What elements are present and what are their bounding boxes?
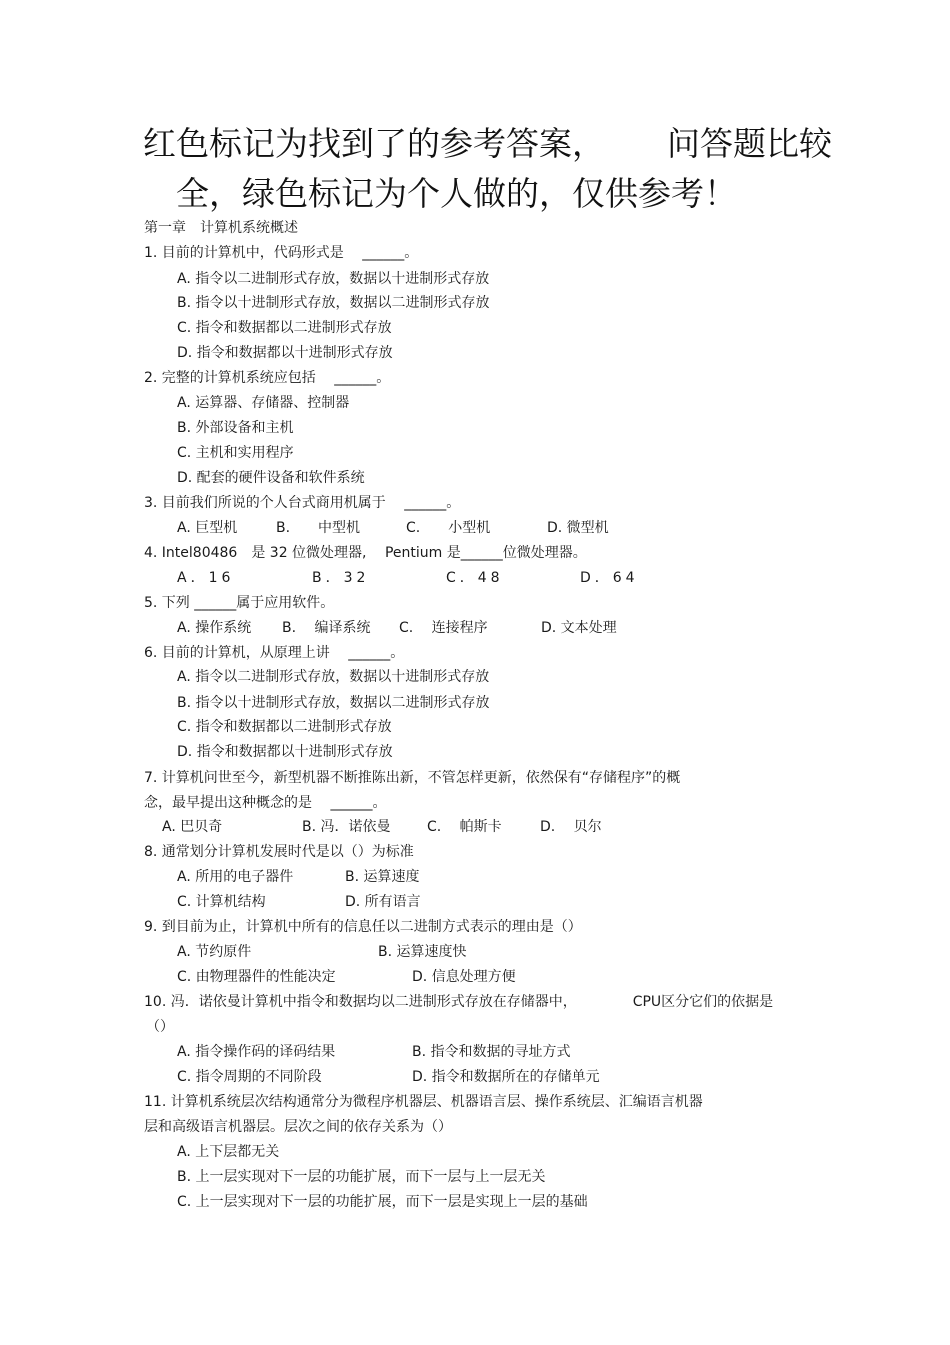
- question-6-option-d: D. 指令和数据都以十进制形式存放: [177, 744, 393, 760]
- question-11-option-c: C. 上一层实现对下一层的功能扩展，而下一层是实现上一层的基础: [177, 1194, 588, 1210]
- question-5-option-b: B. 编译系统: [282, 620, 371, 636]
- question-1-option-a: A. 指令以二进制形式存放，数据以十进制形式存放: [177, 271, 490, 287]
- question-11-stem-line2: 层和高级语言机器层。层次之间的依存关系为（）: [144, 1119, 452, 1135]
- question-1-option-c: C. 指令和数据都以二进制形式存放: [177, 320, 392, 336]
- question-7-option-a: A. 巴贝奇: [162, 819, 223, 835]
- question-3-option-c: C. 小型机: [406, 520, 491, 536]
- question-10-option-d: D. 指令和数据所在的存储单元: [412, 1069, 600, 1085]
- question-9-option-b: B. 运算速度快: [378, 944, 467, 960]
- title-part-b: 问答题比较: [667, 124, 832, 163]
- question-10-option-b: B. 指令和数据的寻址方式: [412, 1044, 571, 1060]
- question-10-option-a: A. 指令操作码的译码结果: [177, 1044, 336, 1060]
- question-6-option-c: C. 指令和数据都以二进制形式存放: [177, 719, 392, 735]
- question-10-stem-part-b: CPU区分它们的依据是: [632, 994, 774, 1010]
- question-9-option-a: A. 节约原件: [177, 944, 252, 960]
- question-1-option-d: D. 指令和数据都以十进制形式存放: [177, 345, 393, 361]
- question-4-option-c: C．48: [446, 570, 504, 586]
- question-10-stem-line2: （）: [146, 1019, 174, 1035]
- question-9-option-d: D. 信息处理方便: [412, 969, 516, 985]
- question-2-option-c: C. 主机和实用程序: [177, 445, 294, 461]
- question-3-option-d: D. 微型机: [547, 520, 609, 536]
- question-2-stem: 2. 完整的计算机系统应包括 ______。: [144, 370, 391, 386]
- question-7-stem-line1: 7. 计算机问世至今，新型机器不断推陈出新，不管怎样更新，依然保有“存储程序”的概: [144, 770, 681, 786]
- question-10-option-c: C. 指令周期的不同阶段: [177, 1069, 322, 1085]
- question-8-option-c: C. 计算机结构: [177, 894, 266, 910]
- question-10-stem-line1: [144, 993, 773, 1011]
- question-6-stem: 6. 目前的计算机，从原理上讲 ______。: [144, 645, 405, 661]
- question-3-option-a: A. 巨型机: [177, 520, 238, 536]
- question-8-stem: 8. 通常划分计算机发展时代是以（）为标准: [144, 844, 414, 860]
- question-5-option-c: C. 连接程序: [399, 620, 488, 636]
- question-4-option-b: B．32: [312, 570, 370, 586]
- question-5-option-d: D. 文本处理: [541, 620, 617, 636]
- question-6-option-b: B. 指令以十进制形式存放，数据以二进制形式存放: [177, 695, 490, 711]
- question-9-option-c: C. 由物理器件的性能决定: [177, 969, 336, 985]
- title-part-a: 红色标记为找到了的参考答案，: [143, 124, 605, 163]
- question-11-option-b: B. 上一层实现对下一层的功能扩展，而下一层与上一层无关: [177, 1169, 546, 1185]
- question-2-option-b: B. 外部设备和主机: [177, 420, 294, 436]
- question-2-option-a: A. 运算器、存储器、控制器: [177, 395, 350, 411]
- question-5-option-a: A. 操作系统: [177, 620, 252, 636]
- question-7-option-b: B. 冯．诺依曼: [302, 819, 391, 835]
- chapter-heading: 第一章 计算机系统概述: [144, 220, 298, 236]
- question-7-option-d: D. 贝尔: [540, 819, 602, 835]
- question-4-stem: 4. Intel80486 是 32 位微处理器, Pentium 是______位微处理器。: [144, 545, 587, 561]
- question-3-stem: 3. 目前我们所说的个人台式商用机属于 ______。: [144, 495, 461, 511]
- question-6-option-a: A. 指令以二进制形式存放，数据以十进制形式存放: [177, 669, 490, 685]
- page-title-line1: [143, 124, 832, 164]
- question-7-stem-line2: 念，最早提出这种概念的是 ______。: [144, 795, 387, 811]
- question-8-option-a: A. 所用的电子器件: [177, 869, 294, 885]
- question-1-option-b: B. 指令以十进制形式存放，数据以二进制形式存放: [177, 295, 490, 311]
- question-4-option-d: D．64: [580, 570, 639, 586]
- question-1-stem: 1. 目前的计算机中，代码形式是 ______。: [144, 245, 419, 261]
- question-11-stem-line1: 11. 计算机系统层次结构通常分为微程序机器层、机器语言层、操作系统层、汇编语言机器: [144, 1094, 703, 1110]
- question-4-option-a: A．16: [177, 570, 235, 586]
- page-title-line2: 全，绿色标记为个人做的，仅供参考！: [176, 174, 737, 213]
- question-8-option-d: D. 所有语言: [345, 894, 421, 910]
- question-7-option-c: C. 帕斯卡: [427, 819, 502, 835]
- question-8-option-b: B. 运算速度: [345, 869, 420, 885]
- question-5-stem: 5. 下列 ______属于应用软件。: [144, 595, 335, 611]
- question-3-option-b: B. 中型机: [276, 520, 361, 536]
- question-2-option-d: D. 配套的硬件设备和软件系统: [177, 470, 365, 486]
- question-9-stem: 9. 到目前为止，计算机中所有的信息任以二进制方式表示的理由是（）: [144, 919, 582, 935]
- question-10-stem-part-a: 10. 冯．诺依曼计算机中指令和数据均以二进制形式存放在存储器中，: [144, 994, 577, 1010]
- question-11-option-a: A. 上下层都无关: [177, 1144, 280, 1160]
